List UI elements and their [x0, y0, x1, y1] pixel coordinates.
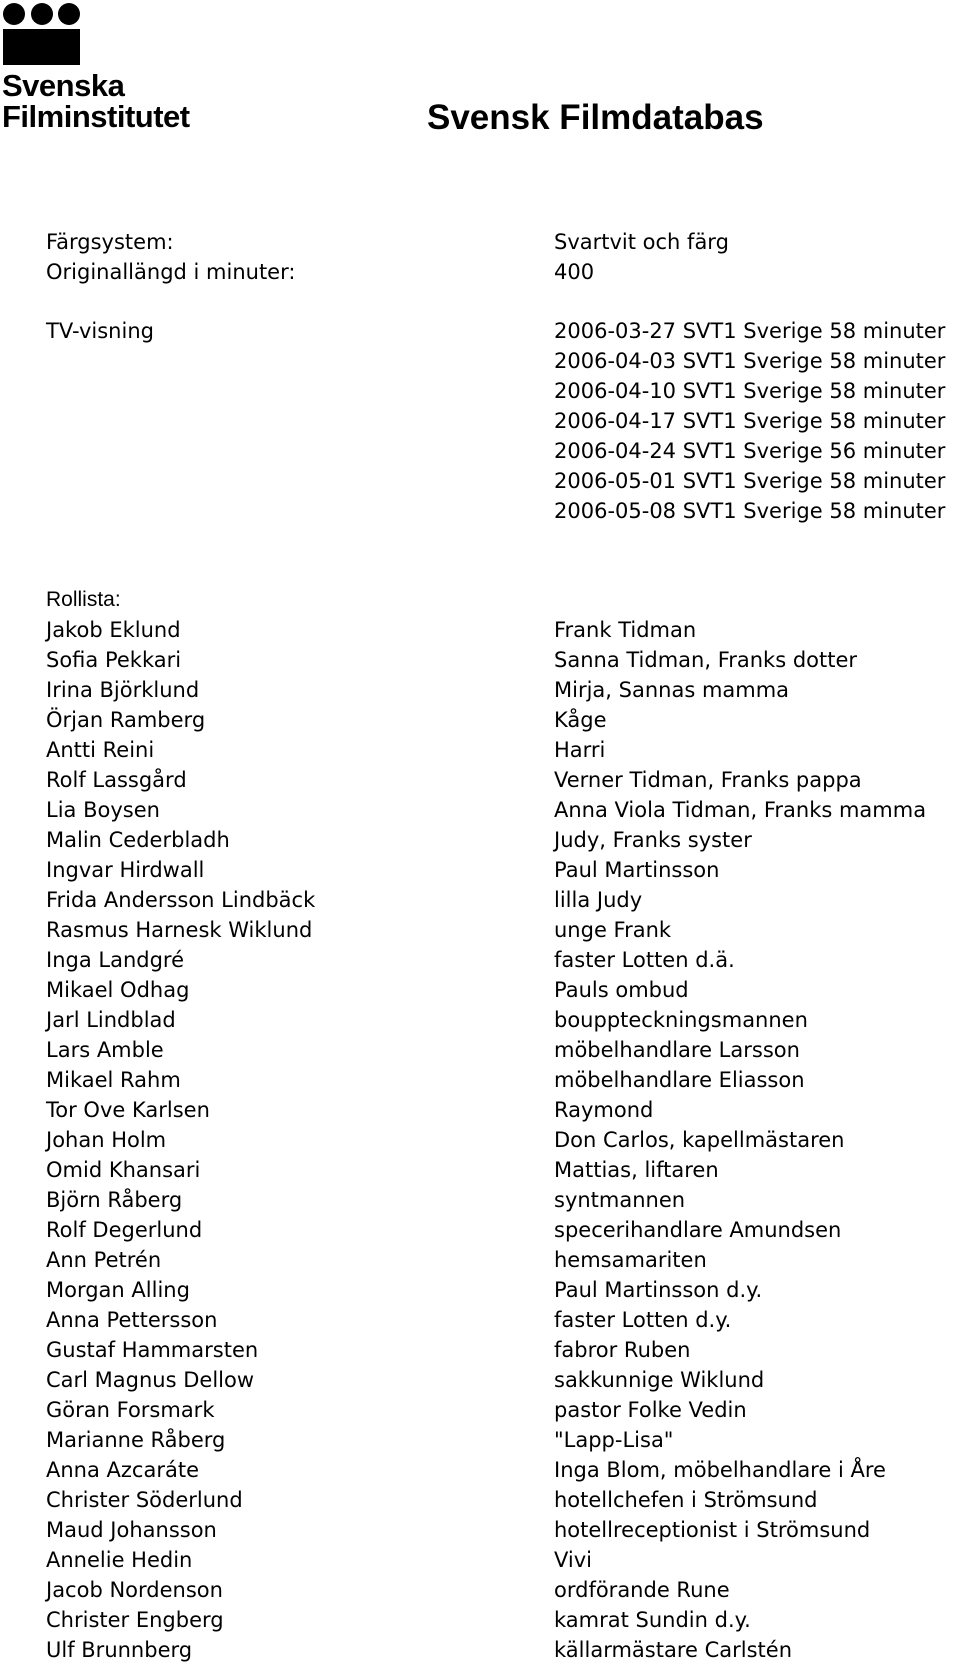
cast-role: syntmannen [554, 1188, 686, 1212]
cast-actor: Rolf Lassgård [46, 768, 187, 792]
cast-role: fabror Ruben [554, 1338, 691, 1362]
cast-actor: Ann Petrén [46, 1248, 162, 1272]
cast-row [0, 1365, 960, 1395]
cast-actor: Lia Boysen [46, 798, 160, 822]
cast-role: Anna Viola Tidman, Franks mamma [554, 798, 927, 822]
cast-role: Verner Tidman, Franks pappa [554, 768, 862, 792]
cast-row [0, 915, 960, 945]
cast-role: faster Lotten d.y. [554, 1308, 732, 1332]
cast-actor: Ulf Brunnberg [46, 1638, 193, 1662]
cast-row [0, 1455, 960, 1485]
detail-row-color-system [0, 227, 960, 257]
cast-heading: Rollista: [46, 588, 121, 611]
cast-row [0, 795, 960, 825]
cast-row [0, 1125, 960, 1155]
cast-role: unge Frank [554, 918, 672, 942]
cast-actor: Christer Engberg [46, 1608, 224, 1632]
cast-row [0, 1095, 960, 1125]
tv-broadcast-item: 2006-03-27 SVT1 Sverige 58 minuter [554, 319, 946, 343]
cast-role: möbelhandlare Eliasson [554, 1068, 805, 1092]
detail-row-original-length [0, 257, 960, 287]
tv-broadcast-item: 2006-04-03 SVT1 Sverige 58 minuter [554, 349, 946, 373]
cast-role: Paul Martinsson [554, 858, 720, 882]
cast-role: Judy, Franks syster [554, 828, 752, 852]
detail-label: Färgsystem: [46, 230, 174, 254]
cast-list [0, 615, 960, 1665]
cast-row [0, 945, 960, 975]
cast-row [0, 1245, 960, 1275]
cast-actor: Björn Råberg [46, 1188, 183, 1212]
cast-row [0, 1275, 960, 1305]
cast-actor: Annelie Hedin [46, 1548, 193, 1572]
cast-actor: Carl Magnus Dellow [46, 1368, 255, 1392]
cast-actor: Jakob Eklund [46, 618, 181, 642]
cast-actor: Jacob Nordenson [46, 1578, 223, 1602]
cast-actor: Omid Khansari [46, 1158, 201, 1182]
cast-row [0, 855, 960, 885]
cast-row [0, 675, 960, 705]
cast-role: hemsamariten [554, 1248, 707, 1272]
cast-actor: Christer Söderlund [46, 1488, 243, 1512]
page-title: Svensk Filmdatabas [427, 98, 764, 137]
cast-row [0, 1515, 960, 1545]
cast-row [0, 1425, 960, 1455]
cast-row [0, 1155, 960, 1185]
detail-value: 400 [554, 260, 595, 284]
cast-role: Sanna Tidman, Franks dotter [554, 648, 858, 672]
cast-row [0, 885, 960, 915]
cast-role: specerihandlare Amundsen [554, 1218, 842, 1242]
cast-row [0, 1305, 960, 1335]
cast-role: källarmästare Carlstén [554, 1638, 793, 1662]
cast-actor: Örjan Ramberg [46, 708, 206, 732]
cast-role: Inga Blom, möbelhandlare i Åre [554, 1458, 886, 1482]
cast-role: lilla Judy [554, 888, 643, 912]
logo-dot [3, 3, 25, 25]
cast-role: Frank Tidman [554, 618, 697, 642]
cast-role: Paul Martinsson d.y. [554, 1278, 763, 1302]
cast-row [0, 975, 960, 1005]
cast-actor: Anna Pettersson [46, 1308, 218, 1332]
logo-dot [31, 3, 53, 25]
cast-row [0, 1005, 960, 1035]
cast-row [0, 1605, 960, 1635]
cast-actor: Antti Reini [46, 738, 155, 762]
cast-actor: Lars Amble [46, 1038, 164, 1062]
cast-actor: Göran Forsmark [46, 1398, 215, 1422]
cast-row [0, 1335, 960, 1365]
cast-actor: Rasmus Harnesk Wiklund [46, 918, 313, 942]
tv-broadcast-item: 2006-04-17 SVT1 Sverige 58 minuter [554, 409, 946, 433]
tv-broadcast-item: 2006-05-08 SVT1 Sverige 58 minuter [554, 499, 946, 523]
cast-role: möbelhandlare Larsson [554, 1038, 800, 1062]
logo-square [3, 29, 80, 65]
cast-role: Don Carlos, kapellmästaren [554, 1128, 845, 1152]
cast-actor: Irina Björklund [46, 678, 200, 702]
cast-actor: Tor Ove Karlsen [46, 1098, 210, 1122]
cast-role: Pauls ombud [554, 978, 689, 1002]
cast-actor: Rolf Degerlund [46, 1218, 203, 1242]
cast-actor: Maud Johansson [46, 1518, 217, 1542]
cast-actor: Inga Landgré [46, 948, 185, 972]
cast-actor: Johan Holm [46, 1128, 167, 1152]
cast-actor: Mikael Odhag [46, 978, 190, 1002]
cast-row [0, 1185, 960, 1215]
cast-row [0, 735, 960, 765]
tv-label: TV-visning [46, 319, 154, 343]
cast-actor: Morgan Alling [46, 1278, 190, 1302]
cast-row [0, 1395, 960, 1425]
cast-row [0, 1065, 960, 1095]
tv-broadcast-item: 2006-04-24 SVT1 Sverige 56 minuter [554, 439, 946, 463]
cast-actor: Marianne Råberg [46, 1428, 226, 1452]
cast-role: hotellchefen i Strömsund [554, 1488, 818, 1512]
cast-row [0, 615, 960, 645]
cast-role: Vivi [554, 1548, 593, 1572]
cast-actor: Anna Azcaráte [46, 1458, 199, 1482]
cast-row [0, 1635, 960, 1665]
cast-role: pastor Folke Vedin [554, 1398, 747, 1422]
cast-actor: Frida Andersson Lindbäck [46, 888, 316, 912]
cast-row [0, 705, 960, 735]
cast-row [0, 1545, 960, 1575]
logo-text-line2: Filminstitutet [2, 99, 190, 134]
cast-role: Mattias, liftaren [554, 1158, 719, 1182]
cast-actor: Mikael Rahm [46, 1068, 181, 1092]
cast-role: kamrat Sundin d.y. [554, 1608, 751, 1632]
tv-broadcast-list [554, 316, 945, 526]
cast-row [0, 1575, 960, 1605]
cast-row [0, 765, 960, 795]
cast-role: Harri [554, 738, 606, 762]
svenska-filminstitutet-logo [0, 0, 230, 140]
cast-role: faster Lotten d.ä. [554, 948, 735, 972]
cast-row [0, 1215, 960, 1245]
logo-text-line1: Svenska [2, 68, 125, 103]
cast-row [0, 825, 960, 855]
cast-actor: Sofia Pekkari [46, 648, 182, 672]
cast-actor: Jarl Lindblad [46, 1008, 176, 1032]
cast-actor: Ingvar Hirdwall [46, 858, 205, 882]
cast-row [0, 1485, 960, 1515]
cast-role: "Lapp-Lisa" [554, 1428, 674, 1452]
cast-role: ordförande Rune [554, 1578, 730, 1602]
detail-value: Svartvit och färg [554, 230, 729, 254]
cast-role: Mirja, Sannas mamma [554, 678, 790, 702]
cast-row [0, 645, 960, 675]
logo-dot [58, 3, 80, 25]
cast-role: bouppteckningsmannen [554, 1008, 808, 1032]
cast-actor: Gustaf Hammarsten [46, 1338, 259, 1362]
cast-role: Raymond [554, 1098, 654, 1122]
cast-actor: Malin Cederbladh [46, 828, 230, 852]
cast-role: hotellreceptionist i Strömsund [554, 1518, 871, 1542]
detail-label: Originallängd i minuter: [46, 260, 296, 284]
tv-broadcast-item: 2006-05-01 SVT1 Sverige 58 minuter [554, 469, 946, 493]
tv-broadcast-item: 2006-04-10 SVT1 Sverige 58 minuter [554, 379, 946, 403]
cast-role: Kåge [554, 708, 607, 732]
cast-role: sakkunnige Wiklund [554, 1368, 765, 1392]
cast-row [0, 1035, 960, 1065]
